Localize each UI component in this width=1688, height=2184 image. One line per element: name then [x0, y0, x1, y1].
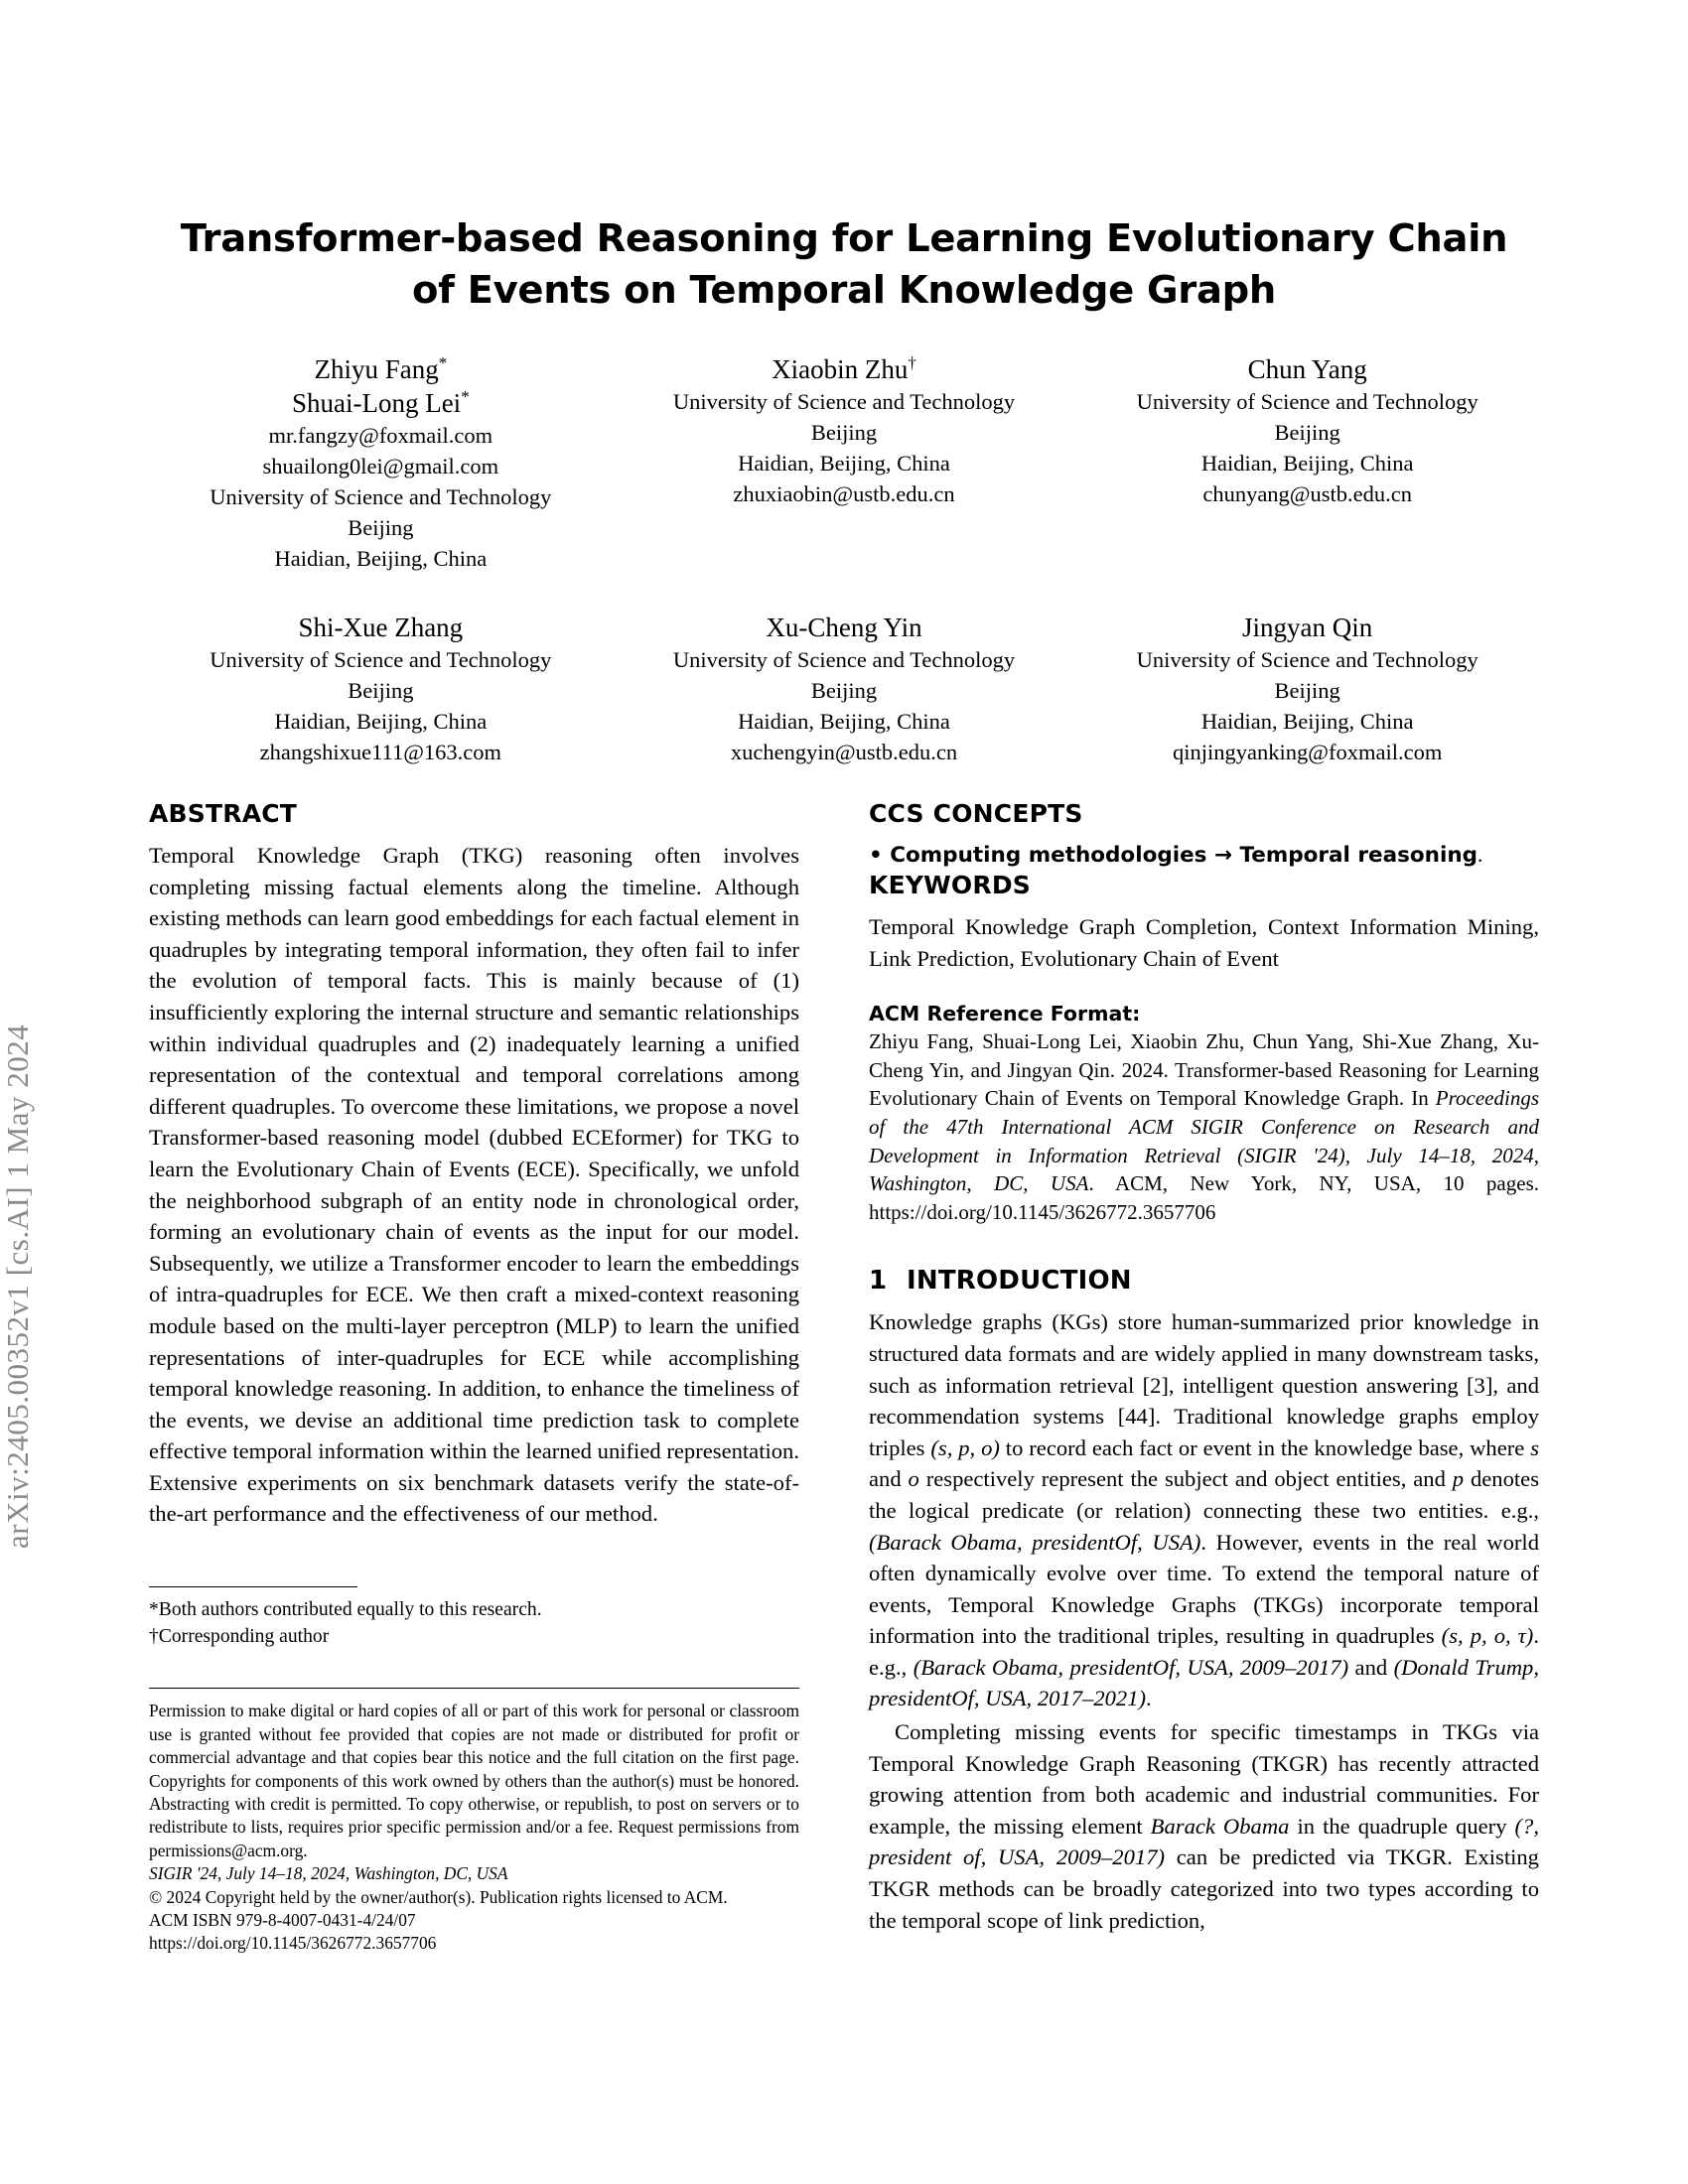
author-affiliation: Beijing: [1274, 420, 1340, 445]
author-email: zhangshixue111@163.com: [259, 740, 502, 764]
author-block-2: [613, 352, 1076, 574]
intro-p1-quadruple: (s, p, o, τ): [1441, 1623, 1534, 1649]
doi-link[interactable]: https://doi.org/10.1145/3626772.3657706: [149, 1933, 437, 1954]
acm-ref-part-1: Zhiyu Fang, Shuai-Long Lei, Xiaobin Zhu, Chun Yang, Shi-Xue Zhang, Xu-Cheng Yin, and Jingyan Qin. 2024. Transformer-based Reasoning for Learning Evolutionary Chain of Events on Temporal Knowledge Graph. In: [869, 1029, 1539, 1111]
author-email: qinjingyanking@foxmail.com: [1173, 740, 1443, 764]
author-email: chunyang@ustb.edu.cn: [1202, 481, 1413, 506]
author-affiliation: University of Science and Technology: [1136, 647, 1478, 672]
author-name: Jingyan Qin: [1242, 613, 1373, 642]
footnotes: [149, 1586, 799, 1650]
intro-p2-seg-c: can be predicted via TKGR. Existing TKGR methods can be broadly categorized into two types according to the temporal scope of link prediction,: [869, 1844, 1539, 1933]
author-email: mr.fangzy@foxmail.com: [268, 423, 493, 448]
author-affiliation: University of Science and Technology: [672, 389, 1016, 414]
author-location: Haidian, Beijing, China: [738, 451, 950, 476]
author-block-5: [613, 611, 1076, 767]
intro-p1-seg-c: and: [869, 1466, 909, 1492]
ccs-concept-period: .: [1477, 843, 1483, 867]
intro-p1-seg-e: denotes the logical predicate (or relation) connecting these two entities. e.g.,: [869, 1466, 1539, 1523]
intro-p1-seg-a: Knowledge graphs (KGs) store human-summarized prior knowledge in structured data formats and are widely applied in many downstream tasks, such as information retrieval [2], intelligent question answering [3], and recommendation systems [44]. Traditional knowledge graphs employ triples: [869, 1309, 1539, 1460]
right-column: [869, 799, 1539, 1936]
isbn-line: ACM ISBN 979-8-4007-0431-4/24/07: [149, 1909, 416, 1930]
footnote-corresponding-author: †Corresponding author: [149, 1626, 330, 1648]
author-row-2: [149, 611, 1539, 767]
author-affiliation: University of Science and Technology: [1136, 389, 1478, 414]
intro-p1-triple: (s, p, o): [930, 1434, 1000, 1460]
intro-p1-example-3: (Donald Trump, presidentOf, USA, 2017–2021): [869, 1654, 1539, 1711]
intro-p1-var-p: p: [1452, 1466, 1465, 1492]
keywords-heading: KEYWORDS: [869, 871, 1031, 899]
introduction-paragraph-2: [869, 1716, 1539, 1936]
intro-p1-seg-d: respectively represent the subject and object entities, and: [918, 1466, 1453, 1492]
keywords-text: Temporal Knowledge Graph Completion, Context Information Mining, Link Prediction, Evolutionary Chain of Event: [869, 914, 1539, 971]
author-name: Shi-Xue Zhang: [298, 613, 464, 642]
ccs-concept-item: [869, 840, 1539, 871]
acm-reference-format-heading: ACM Reference Format:: [869, 1002, 1141, 1026]
abstract-text: Temporal Knowledge Graph (TKG) reasoning often involves completing missing factual elements along the timeline. Although existing methods can learn good embeddings for each factual element in quadruples by integrating temporal information, they often fail to infer the evolution of temporal facts. This is mainly because of (1) insufficiently exploring the internal structure and semantic relationships within individual quadruples and (2) inadequately learning a unified representation of the contextual and temporal correlations among different quadruples. To overcome these limitations, we propose a novel Transformer-based reasoning model (dubbed ECEformer) for TKG to learn the Evolutionary Chain of Events (ECE). Specifically, we unfold the neighborhood subgraph of an entity node in chronological order, forming an evolutionary chain of events as the input for our model. Subsequently, we utilize a Transformer encoder to learn the embeddings of intra-quadruples for ECE. We then craft a mixed-context reasoning module based on the multi-layer perceptron (MLP) to learn the unified representations of inter-quadruples for ECE while accomplishing temporal knowledge reasoning. In addition, to enhance the timeliness of the events, we devise an additional time prediction task to complete effective temporal information within the learned unified representation. Extensive experiments on six benchmark datasets verify the state-of-the-art performance and the effectiveness of our method.: [149, 843, 799, 1527]
abstract-heading: ABSTRACT: [149, 799, 298, 828]
intro-p1-seg-f: . However, events in the real world often dynamically evolve over time. To extend the temporal nature of events, Temporal Knowledge Graphs (TKGs) incorporate temporal information into the traditional triples, resulting in quadruples: [869, 1529, 1539, 1649]
intro-p1-var-s: s: [1530, 1434, 1540, 1460]
author-affiliation: University of Science and Technology: [210, 647, 552, 672]
author-block-3: [1075, 352, 1539, 574]
conference-line: SIGIR '24, July 14–18, 2024, Washington, DC, USA: [149, 1863, 508, 1884]
ccs-concepts-heading: CCS CONCEPTS: [869, 799, 1083, 828]
intro-p1-var-o: o: [908, 1466, 919, 1492]
author-location: Haidian, Beijing, China: [1200, 451, 1414, 476]
permission-block: [149, 1688, 799, 1956]
author-name: Zhiyu Fang*: [314, 353, 448, 384]
ccs-concept-text: • Computing methodologies → Temporal reasoning: [869, 843, 1478, 868]
intro-p1-example-1: (Barack Obama, presidentOf, USA): [869, 1529, 1201, 1555]
author-affiliation: Beijing: [1274, 678, 1340, 703]
acm-reference-citation: [869, 1027, 1539, 1226]
author-affiliation: University of Science and Technology: [210, 484, 552, 509]
author-affiliation: University of Science and Technology: [672, 647, 1016, 672]
arxiv-stamp: arXiv:2405.00352v1 [cs.AI] 1 May 2024: [0, 1024, 35, 1549]
author-name: Xiaobin Zhu†: [772, 353, 916, 384]
introduction-paragraph-1: [869, 1306, 1539, 1714]
footnote-equal-contribution: *Both authors contributed equally to this research.: [149, 1599, 542, 1621]
author-location: Haidian, Beijing, China: [738, 709, 950, 734]
author-block-1: [149, 352, 613, 574]
title-line-2: of Events on Temporal Knowledge Graph: [411, 268, 1277, 313]
page-title: [149, 213, 1539, 317]
author-email: xuchengyin@ustb.edu.cn: [730, 740, 958, 764]
permission-rule: [149, 1688, 799, 1689]
author-affiliation: Beijing: [810, 678, 878, 703]
intro-p1-seg-b: to record each fact or event in the knowledge base, where: [999, 1434, 1531, 1460]
author-location: Haidian, Beijing, China: [1200, 709, 1414, 734]
introduction-number: 1: [869, 1266, 888, 1297]
left-column: [149, 799, 799, 1530]
intro-p2-seg-b: in the quadruple query: [1289, 1813, 1515, 1839]
author-block-6: [1075, 611, 1539, 767]
introduction-heading: [869, 1266, 1539, 1296]
author-row-1: [149, 352, 1539, 574]
title-line-1: Transformer-based Reasoning for Learning Evolutionary Chain: [180, 216, 1508, 261]
acm-ref-part-2: . ACM, New York, NY, USA, 10 pages. https://doi.org/10.1145/3626772.3657706: [869, 1171, 1539, 1224]
permission-text: Permission to make digital or hard copies of all or part of this work for personal or classroom use is granted without fee provided that copies are not made or distributed for profit or commercial advantage and that copies bear this notice and the full citation on the first page. Copyrights for components of this work owned by others than the author(s) must be honored. Abstracting with credit is permitted. To copy otherwise, or republish, to post on servers or to redistribute to lists, requires prior specific permission and/or a fee. Request permissions from permissions@acm.org.: [149, 1701, 799, 1860]
author-affiliation: Beijing: [810, 420, 878, 445]
intro-p2-example-1: Barack Obama: [1150, 1813, 1290, 1839]
author-location: Haidian, Beijing, China: [274, 546, 488, 571]
intro-p2-seg-a: Completing missing events for specific timestamps in TKGs via Temporal Knowledge Graph Reasoning (TKGR) has recently attracted growing attention from both academic and industrial communities. For example, the missing element: [869, 1719, 1539, 1839]
copyright-line: © 2024 Copyright held by the owner/author(s). Publication rights licensed to ACM.: [149, 1886, 728, 1907]
author-location: Haidian, Beijing, China: [274, 709, 488, 734]
intro-p1-seg-h: and: [1348, 1654, 1394, 1680]
author-affiliation: Beijing: [348, 515, 414, 540]
author-name: Shuai-Long Lei*: [291, 387, 470, 418]
author-name: Xu-Cheng Yin: [766, 613, 922, 642]
author-email: shuailong0lei@gmail.com: [262, 454, 499, 478]
intro-p1-example-2: (Barack Obama, presidentOf, USA, 2009–2017): [913, 1654, 1349, 1680]
author-block-4: [149, 611, 613, 767]
author-affiliation: Beijing: [348, 678, 414, 703]
introduction-title: INTRODUCTION: [907, 1266, 1132, 1297]
intro-p2-example-2: (?, president of, USA, 2009–2017): [869, 1813, 1539, 1870]
author-email: zhuxiaobin@ustb.edu.cn: [733, 481, 955, 506]
acm-ref-proceedings-title: Proceedings of the 47th International ACM SIGIR Conference on Research and Development in Information Retrieval (SIGIR '24), July 14–18, 2024, Washington, DC, USA: [869, 1086, 1539, 1196]
intro-p1-seg-g: . e.g.,: [869, 1623, 1539, 1680]
footnote-rule: [149, 1586, 357, 1587]
intro-p1-seg-i: .: [1146, 1686, 1152, 1711]
author-name: Chun Yang: [1247, 354, 1367, 384]
